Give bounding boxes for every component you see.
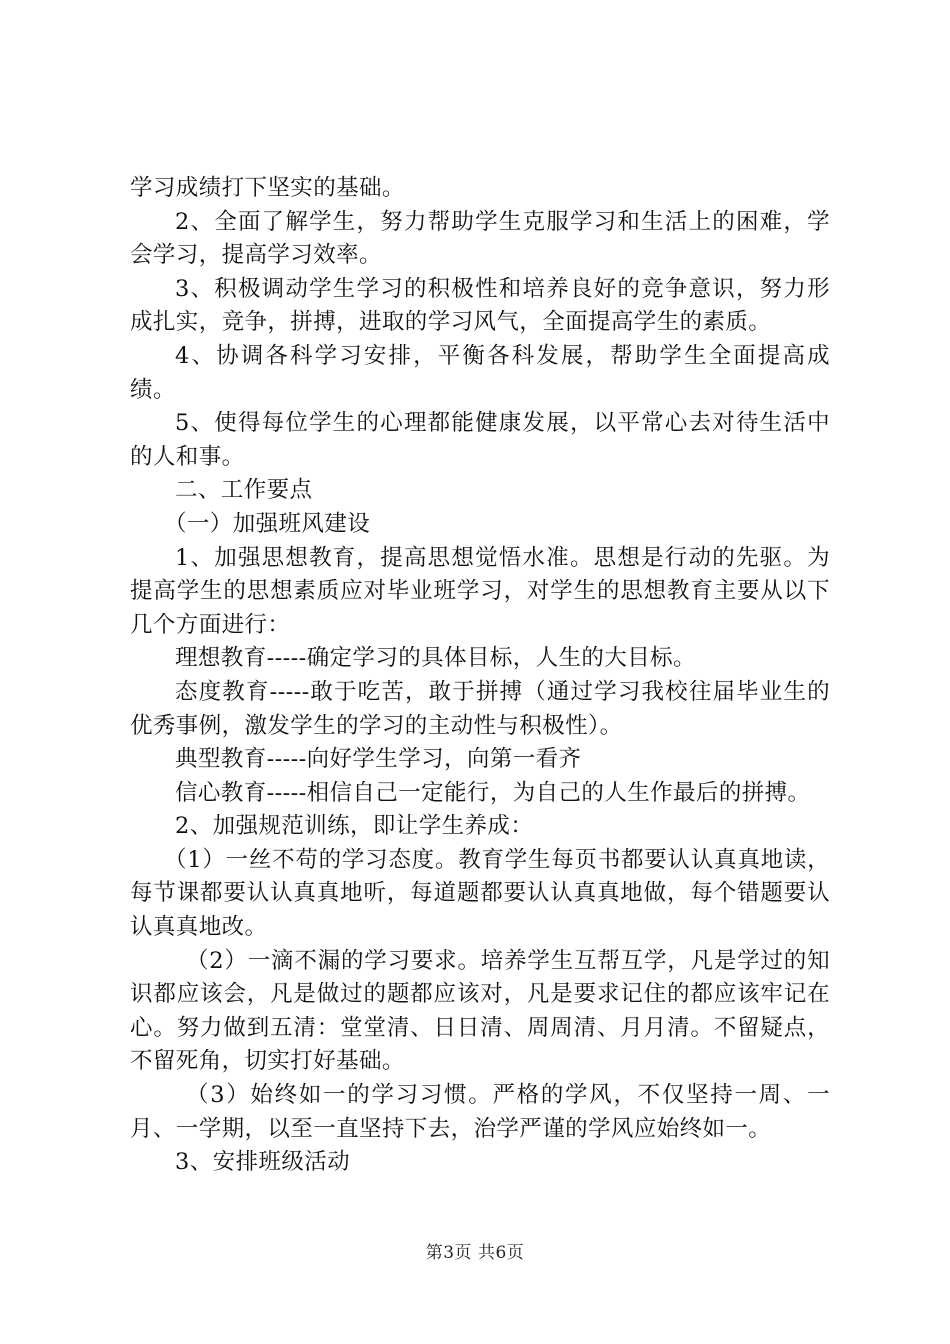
paragraph-15: （2）一滴不漏的学习要求。培养学生互帮互学，凡是学过的知识都应该会，凡是做过的题都应该对，凡是要求记住的都应该牢记在心。努力做到五清：堂堂清、日日清、周周清、月月清。不留疑点，不留死角，切实打好基础。 bbox=[130, 947, 830, 1075]
paragraph-17: 3、安排班级活动 bbox=[175, 1149, 351, 1176]
section-heading-work-points: 二、工作要点 bbox=[175, 477, 313, 504]
page-number-footer: 第3页 共6页 bbox=[425, 1243, 525, 1263]
paragraph-ideal-education: 理想教育-----确定学习的具体目标，人生的大目标。 bbox=[175, 645, 696, 672]
paragraph-model-education: 典型教育-----向好学生学习，向第一看齐 bbox=[175, 746, 582, 773]
paragraph-1: 学习成绩打下坚实的基础。 bbox=[130, 175, 405, 201]
paragraph-2: 2、全面了解学生，努力帮助学生克服学习和生活上的困难，学会学习，提高学习效率。 bbox=[130, 208, 830, 269]
paragraph-confidence-education: 信心教育-----相信自己一定能行，为自己的人生作最后的拼搏。 bbox=[175, 779, 811, 806]
subsection-heading-class-style: （一）加强班风建设 bbox=[164, 510, 371, 537]
paragraph-16: （3）始终如一的学习习惯。严格的学风，不仅坚持一周、一月、一学期，以至一直坚持下去，治学严谨的学风应始终如一。 bbox=[130, 1082, 830, 1142]
document-body bbox=[130, 172, 830, 1180]
paragraph-3: 3、积极调动学生学习的积极性和培养良好的竞争意识，努力形成扎实，竞争，拼搏，进取的学习风气，全面提高学生的素质。 bbox=[130, 275, 830, 336]
paragraph-5: 5、使得每位学生的心理都能健康发展，以平常心去对待生活中的人和事。 bbox=[130, 410, 830, 470]
paragraph-14: （1）一丝不苟的学习态度。教育学生每页书都要认认真真地读，每节课都要认认真真地听，每道题都要认认真真地做，每个错题要认认真真地改。 bbox=[130, 846, 830, 941]
paragraph-8: 1、加强思想教育，提高思想觉悟水准。思想是行动的先驱。为提高学生的思想素质应对毕业班学习，对学生的思想教育主要从以下几个方面进行： bbox=[130, 544, 830, 638]
paragraph-13: 2、加强规范训练，即让学生养成： bbox=[175, 813, 534, 840]
paragraph-attitude-education: 态度教育-----敢于吃苦，敢于拼搏（通过学习我校往届毕业生的优秀事例，激发学生的学习的主动性与积极性）。 bbox=[130, 678, 830, 739]
paragraph-4: 4、协调各科学习安排，平衡各科发展，帮助学生全面提高成绩。 bbox=[130, 342, 830, 403]
